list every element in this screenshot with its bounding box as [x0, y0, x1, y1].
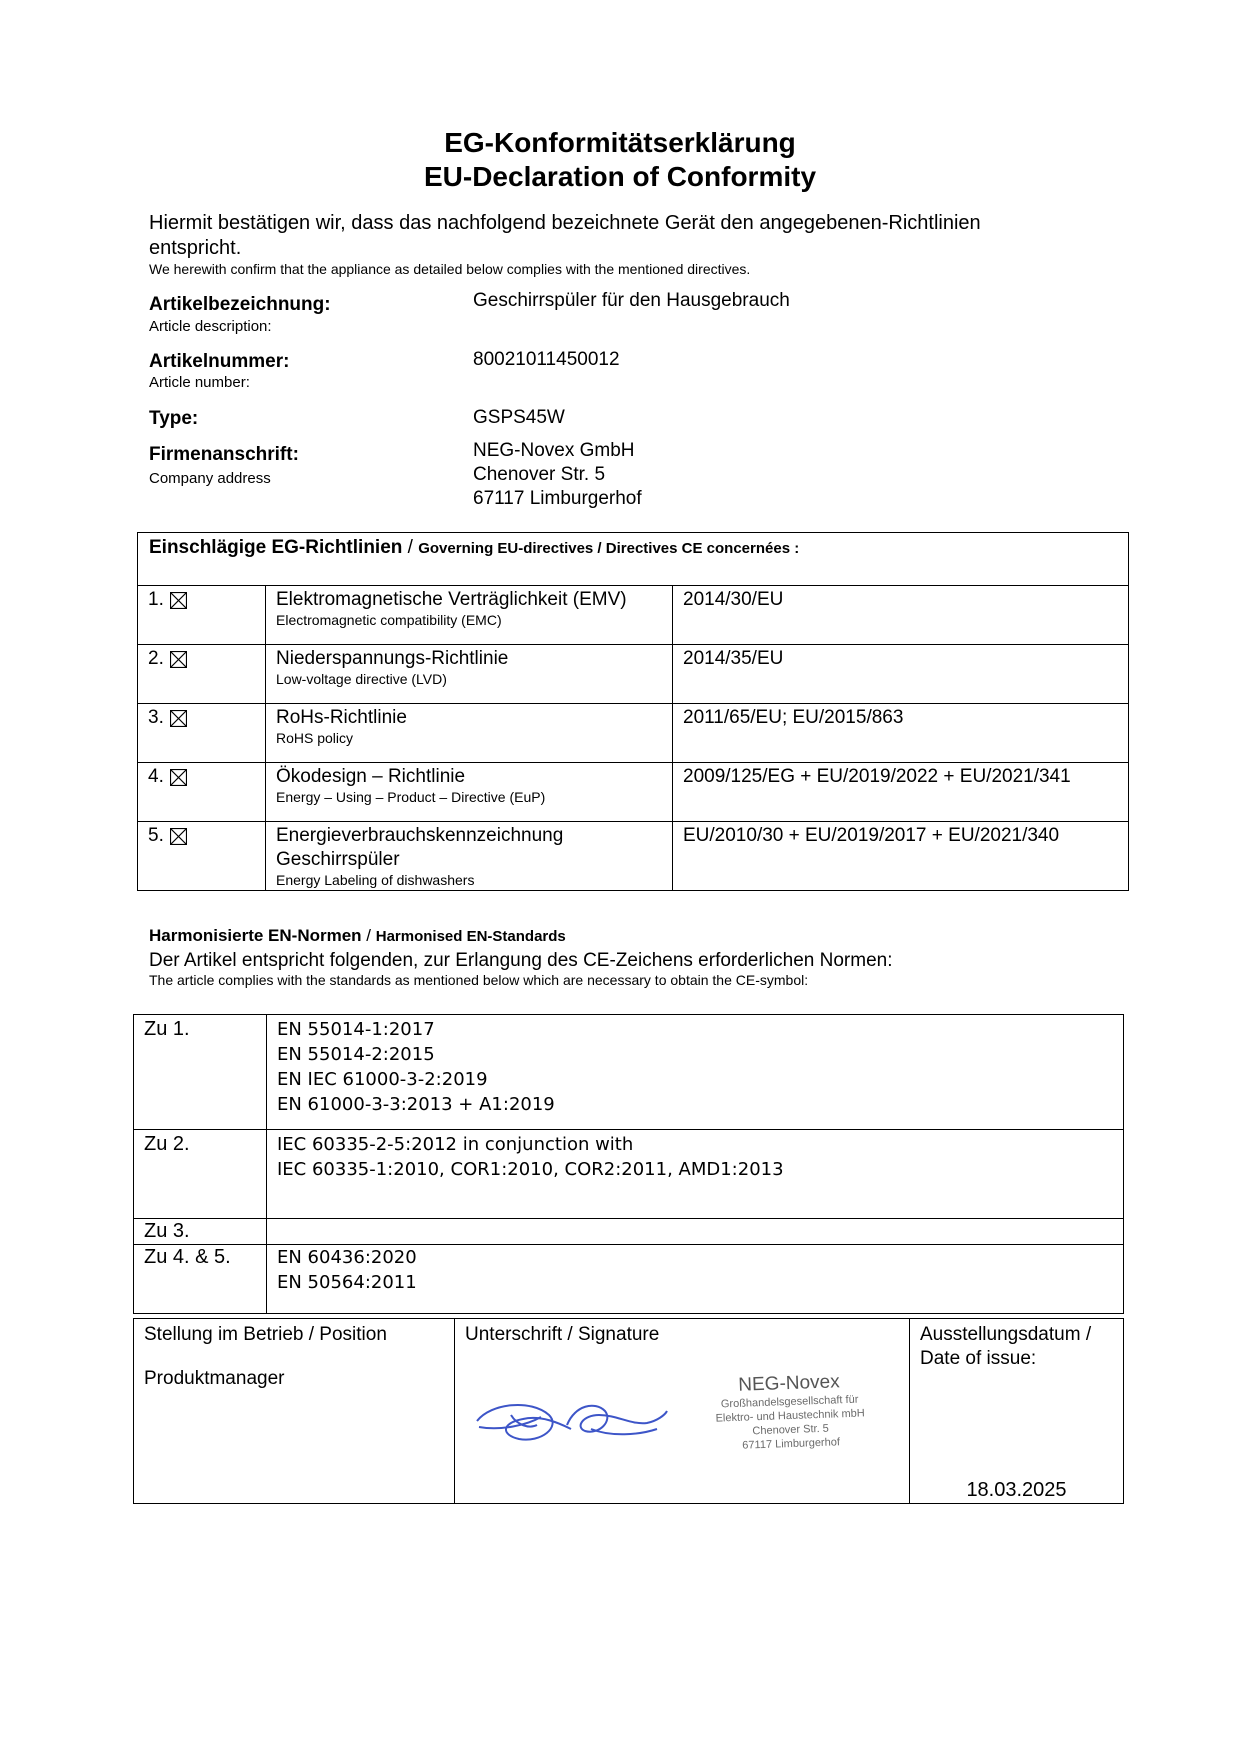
intro-en: We herewith confirm that the appliance as detailed below complies with the mentioned directives. [149, 261, 751, 277]
standards-list [267, 1219, 1124, 1245]
company-line-3: 67117 Limburgerhof [473, 488, 642, 509]
standards-ref: Zu 2. [134, 1130, 267, 1219]
directive-name: Energieverbrauchskennzeichnung Geschirrspüler [276, 825, 564, 870]
directive-name-en: Energy Labeling of dishwashers [276, 872, 475, 888]
directive-name: Elektromagnetische Verträglichkeit (EMV) [276, 589, 627, 610]
signature-label: Unterschrift / Signature [465, 1324, 660, 1345]
standard-item: EN IEC 61000-3-2:2019 [277, 1069, 488, 1090]
directive-reference: 2014/35/EU [683, 648, 784, 669]
stamp-line: NEG-Novex [737, 1371, 841, 1396]
position-cell [134, 1319, 455, 1504]
checked-box-icon [170, 828, 187, 845]
checked-box-icon [170, 651, 187, 668]
directives-header [138, 533, 1129, 586]
directive-row [138, 704, 1129, 763]
standards-row [134, 1219, 1124, 1245]
directives-header-sep: / [402, 537, 419, 558]
standards-ref: Zu 3. [134, 1219, 267, 1245]
signature-cell [455, 1319, 910, 1504]
standards-ref: Zu 4. & 5. [134, 1245, 267, 1314]
company-line-1: NEG-Novex GmbH [473, 440, 635, 461]
standard-item: EN 50564:2011 [277, 1272, 417, 1293]
standards-ref: Zu 1. [134, 1015, 267, 1130]
article-number-label: Artikelnummer: [149, 351, 290, 372]
title-en: EU-Declaration of Conformity [423, 161, 817, 192]
article-number-sub: Article number: [149, 374, 250, 391]
position-label: Stellung im Betrieb / Position [144, 1324, 387, 1345]
position-value: Produktmanager [144, 1368, 285, 1389]
directive-reference: 2014/30/EU [683, 589, 784, 610]
standards-list [267, 1015, 1124, 1130]
stamp-line: Elektro- und Haustechnik mbH [715, 1407, 865, 1425]
standards-row [134, 1245, 1124, 1314]
directive-number: 2. [148, 648, 164, 669]
standard-item: EN 60436:2020 [277, 1247, 417, 1268]
stamp-line: Großhandelsgesellschaft für [720, 1393, 859, 1411]
date-label: Ausstellungsdatum / Date of issue: [920, 1324, 1092, 1369]
harmonised-heading-sep: / [361, 926, 376, 945]
checked-box-icon [170, 769, 187, 786]
signature-table [133, 1318, 1124, 1504]
standard-item: IEC 60335-2-5:2012 in conjunction with [277, 1134, 634, 1155]
standards-row [134, 1130, 1124, 1219]
standard-item: EN 61000-3-3:2013 + A1:2019 [277, 1094, 555, 1115]
harmonised-heading-de: Harmonisierte EN-Normen [149, 926, 362, 945]
standard-item: IEC 60335-1:2010, COR1:2010, COR2:2011, AMD1:2013 [277, 1159, 784, 1180]
handwritten-signature [471, 1385, 671, 1455]
directive-row [138, 645, 1129, 704]
directive-row [138, 822, 1129, 891]
directive-name-en: Electromagnetic compatibility (EMC) [276, 612, 502, 628]
article-description-label: Artikelbezeichnung: [149, 294, 331, 315]
directive-reference: EU/2010/30 + EU/2019/2017 + EU/2021/340 [683, 825, 1060, 846]
checked-box-icon [170, 592, 187, 609]
harmonised-heading-en: Harmonised EN-Standards [375, 928, 566, 945]
directives-header-de: Einschlägige EG-Richtlinien [149, 537, 403, 558]
directive-name-en: Energy – Using – Product – Directive (EuP) [276, 789, 546, 805]
standards-list [267, 1130, 1124, 1219]
directive-name-en: Low-voltage directive (LVD) [276, 671, 447, 687]
standard-item: EN 55014-2:2015 [277, 1044, 435, 1065]
directive-number: 3. [148, 707, 164, 728]
directive-number: 5. [148, 825, 164, 846]
article-description-value: Geschirrspüler für den Hausgebrauch [473, 290, 790, 311]
directive-reference: 2011/65/EU; EU/2015/863 [683, 707, 904, 728]
directive-row [138, 586, 1129, 645]
checked-box-icon [170, 710, 187, 727]
company-label: Firmenanschrift: [149, 444, 299, 465]
date-cell [910, 1319, 1124, 1504]
type-label: Type: [149, 408, 199, 429]
article-number-value: 80021011450012 [473, 349, 620, 370]
harmonised-heading [149, 926, 566, 946]
directive-number: 1. [148, 589, 164, 610]
article-description-sub: Article description: [149, 318, 272, 335]
harmonised-text-en: The article complies with the standards as mentioned below which are necessary to obtain the CE-symbol: [149, 972, 809, 988]
directive-number: 4. [148, 766, 164, 787]
company-stamp [694, 1370, 887, 1455]
directive-name: RoHs-Richtlinie [276, 707, 407, 728]
company-line-2: Chenover Str. 5 [473, 464, 606, 485]
directive-name-en: RoHS policy [276, 730, 354, 746]
directive-reference: 2009/125/EG + EU/2019/2022 + EU/2021/341 [683, 766, 1071, 787]
stamp-line: Chenover Str. 5 [752, 1422, 830, 1438]
company-sub: Company address [149, 470, 271, 487]
intro-de: Hiermit bestätigen wir, dass das nachfolgend bezeichnete Gerät den angegebenen-Richtlinien entspricht. [149, 212, 981, 259]
directive-name: Niederspannungs-Richtlinie [276, 648, 509, 669]
standard-item: EN 55014-1:2017 [277, 1019, 435, 1040]
standards-list [267, 1245, 1124, 1314]
directive-row [138, 763, 1129, 822]
standards-row [134, 1015, 1124, 1130]
directives-header-en: Governing EU-directives / Directives CE concernées : [418, 540, 800, 557]
standards-table [133, 1014, 1124, 1314]
directives-table [137, 532, 1129, 891]
harmonised-text-de: Der Artikel entspricht folgenden, zur Erlangung des CE-Zeichens erforderlichen Normen: [149, 950, 893, 971]
date-value: 18.03.2025 [966, 1479, 1067, 1501]
stamp-line: 67117 Limburgerhof [742, 1436, 841, 1452]
directive-name: Ökodesign – Richtlinie [276, 766, 466, 787]
type-value: GSPS45W [473, 407, 565, 428]
title-de: EG-Konformitätserklärung [444, 127, 796, 158]
